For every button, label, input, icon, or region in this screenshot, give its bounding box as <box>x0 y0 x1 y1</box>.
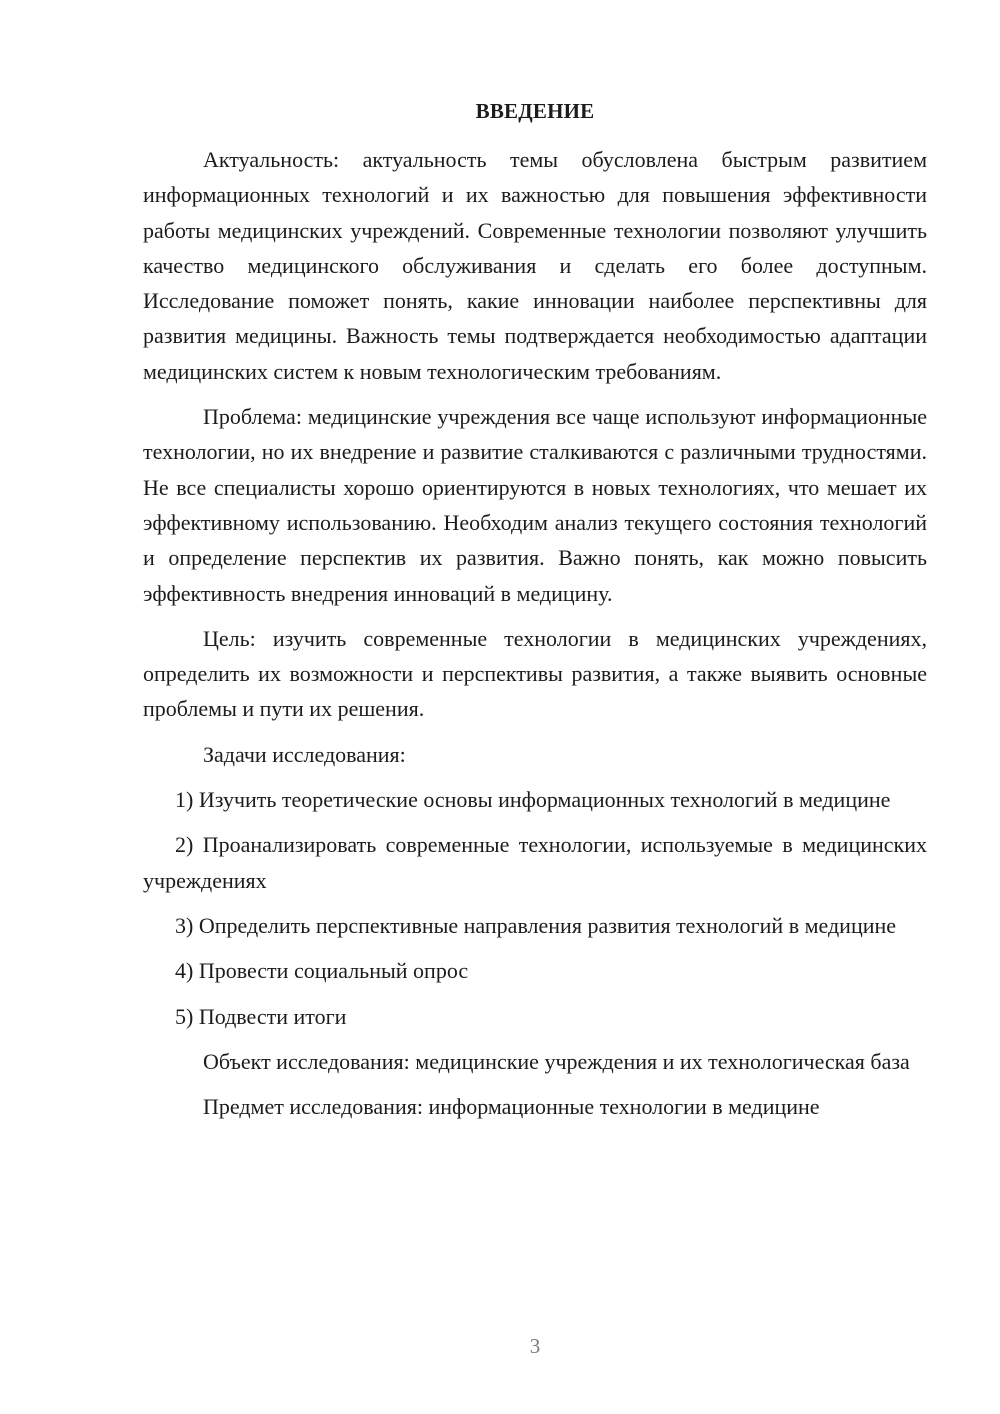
task-item-2: 2) Проанализировать современные технологии, используемые в медицинских учреждениях <box>143 832 927 893</box>
paragraph-goal: Цель: изучить современные технологии в медицинских учреждениях, определить их возможности и перспективы развития, а также выявить основные проблемы и пути их решения. <box>143 625 927 722</box>
page-number: 3 <box>529 1334 541 1358</box>
tasks-heading: Задачи исследования: <box>203 741 406 767</box>
research-subject: Предмет исследования: информационные технологии в медицине <box>203 1094 820 1120</box>
task-item-5: 5) Подвести итоги <box>175 1003 347 1029</box>
task-item-3: 3) Определить перспективные направления развития технологий в медицине <box>175 912 897 938</box>
task-item-4: 4) Провести социальный опрос <box>175 958 469 984</box>
section-title: ВВЕДЕНИЕ <box>475 99 595 123</box>
document-body <box>143 142 927 1124</box>
task-item-1: 1) Изучить теоретические основы информационных технологий в медицине <box>175 787 891 813</box>
paragraph-problem: Проблема: медицинские учреждения все чаще используют информационные технологии, но их внедрение и развитие сталкиваются с различными трудностями. Не все специалисты хорошо ориентируются в новых технологиях, что мешает их эффективному использованию. Необходим анализ текущего состояния технологий и определение перспектив их развития. Важно понять, как можно повысить эффективность внедрения инноваций в медицину. <box>143 404 927 606</box>
research-object: Объект исследования: медицинские учреждения и их технологическая база <box>203 1048 910 1074</box>
paragraph-relevance: Актуальность: актуальность темы обусловлена быстрым развитием информационных технологий и их важностью для повышения эффективности работы медицинских учреждений. Современные технологии позволяют улучшить качество медицинского обслуживания и сделать его более доступным. Исследование поможет понять, какие инновации наиболее перспективны для развития медицины. Важность темы подтверждается необходимостью адаптации медицинских систем к новым технологическим требованиям. <box>143 147 927 384</box>
